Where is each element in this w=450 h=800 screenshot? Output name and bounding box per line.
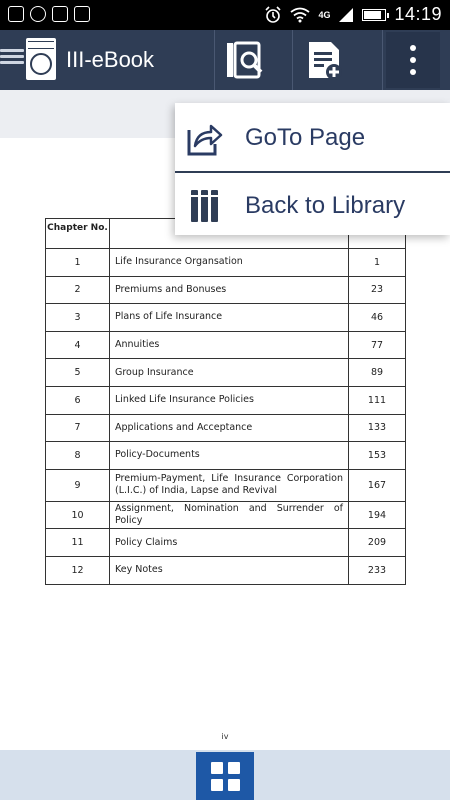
chapter-title: Group Insurance (110, 359, 349, 387)
page-number-cell: 209 (349, 529, 406, 557)
page-number-cell: 89 (349, 359, 406, 387)
chapter-title: Applications and Acceptance (110, 414, 349, 442)
chapter-number: 12 (46, 556, 110, 584)
menu-icon[interactable] (0, 46, 24, 72)
chapter-title: Key Notes (110, 556, 349, 584)
table-row[interactable] (46, 359, 406, 387)
table-row[interactable] (46, 386, 406, 414)
chapter-title: Annuities (110, 331, 349, 359)
page-number-cell: 77 (349, 331, 406, 359)
table-row[interactable] (46, 529, 406, 557)
whatsapp-icon (30, 6, 46, 22)
toolbar-divider (214, 30, 215, 90)
chapter-title: Premium-Payment, Life Insurance Corporation (L.I.C.) of India, Lapse and Revival (110, 469, 349, 501)
header-chapter: Chapter No. (46, 219, 110, 249)
page-footer-number: iv (221, 732, 229, 741)
message-icon (52, 6, 68, 22)
more-vertical-icon (410, 45, 416, 51)
app-title: III-eBook (66, 47, 155, 72)
library-books-icon (185, 186, 225, 226)
table-row[interactable] (46, 556, 406, 584)
overflow-menu (175, 103, 450, 235)
app-bar (0, 30, 450, 90)
page-number-cell: 46 (349, 304, 406, 332)
chapter-number: 1 (46, 249, 110, 277)
chapter-number: 7 (46, 414, 110, 442)
page-number-cell: 133 (349, 414, 406, 442)
chapter-number: 3 (46, 304, 110, 332)
battery-level (364, 11, 381, 19)
gallery-icon (74, 6, 90, 22)
chapter-title: Life Insurance Organsation (110, 249, 349, 277)
chapter-number: 2 (46, 276, 110, 304)
page-number-cell: 23 (349, 276, 406, 304)
chapter-number: 4 (46, 331, 110, 359)
institute-logo (26, 38, 56, 80)
wifi-icon (290, 7, 310, 23)
system-icons (264, 4, 442, 25)
toolbar-divider (292, 30, 293, 90)
table-row[interactable] (46, 414, 406, 442)
chapter-number: 6 (46, 386, 110, 414)
chapter-number: 9 (46, 469, 110, 501)
page-number-cell: 111 (349, 386, 406, 414)
add-note-icon (302, 38, 346, 82)
chapter-title: Premiums and Bonuses (110, 276, 349, 304)
signal-icon (338, 7, 354, 23)
menu-item-goto-page[interactable] (175, 105, 450, 171)
goto-page-icon (185, 118, 225, 158)
more-options-button[interactable] (386, 32, 440, 88)
add-note-button[interactable] (302, 38, 346, 82)
chapter-number: 11 (46, 529, 110, 557)
table-row[interactable] (46, 304, 406, 332)
page-number-cell: 153 (349, 442, 406, 470)
battery-icon (362, 9, 386, 21)
notification-icons (8, 6, 90, 22)
network-type: 4G (318, 9, 331, 20)
table-row[interactable] (46, 469, 406, 501)
chapter-title: Linked Life Insurance Policies (110, 386, 349, 414)
search-book-button[interactable] (222, 38, 266, 82)
chapter-title: Assignment, Nomination and Surrender of Policy (110, 501, 349, 529)
chapter-number: 10 (46, 501, 110, 529)
menu-item-label: GoTo Page (245, 124, 366, 151)
page-number-cell: 194 (349, 501, 406, 529)
status-bar (0, 0, 450, 30)
grid-view-button[interactable] (196, 752, 254, 800)
table-row[interactable] (46, 501, 406, 529)
chapter-number: 5 (46, 359, 110, 387)
table-row[interactable] (46, 331, 406, 359)
image-icon (8, 6, 24, 22)
page-number-cell: 1 (349, 249, 406, 277)
chapter-title: Policy-Documents (110, 442, 349, 470)
alarm-icon (264, 6, 282, 24)
table-row[interactable] (46, 276, 406, 304)
chapter-number: 8 (46, 442, 110, 470)
table-row[interactable] (46, 442, 406, 470)
chapter-title: Plans of Life Insurance (110, 304, 349, 332)
contents-table (45, 218, 406, 585)
page-number-cell: 233 (349, 556, 406, 584)
chapter-title: Policy Claims (110, 529, 349, 557)
toolbar-divider (382, 30, 383, 90)
grid-view-icon (211, 762, 223, 774)
page-number-cell: 167 (349, 469, 406, 501)
menu-item-label: Back to Library (245, 192, 406, 219)
table-row[interactable] (46, 249, 406, 277)
menu-item-back-to-library[interactable] (175, 173, 450, 239)
clock: 14:19 (394, 4, 442, 24)
search-book-icon (222, 38, 266, 82)
